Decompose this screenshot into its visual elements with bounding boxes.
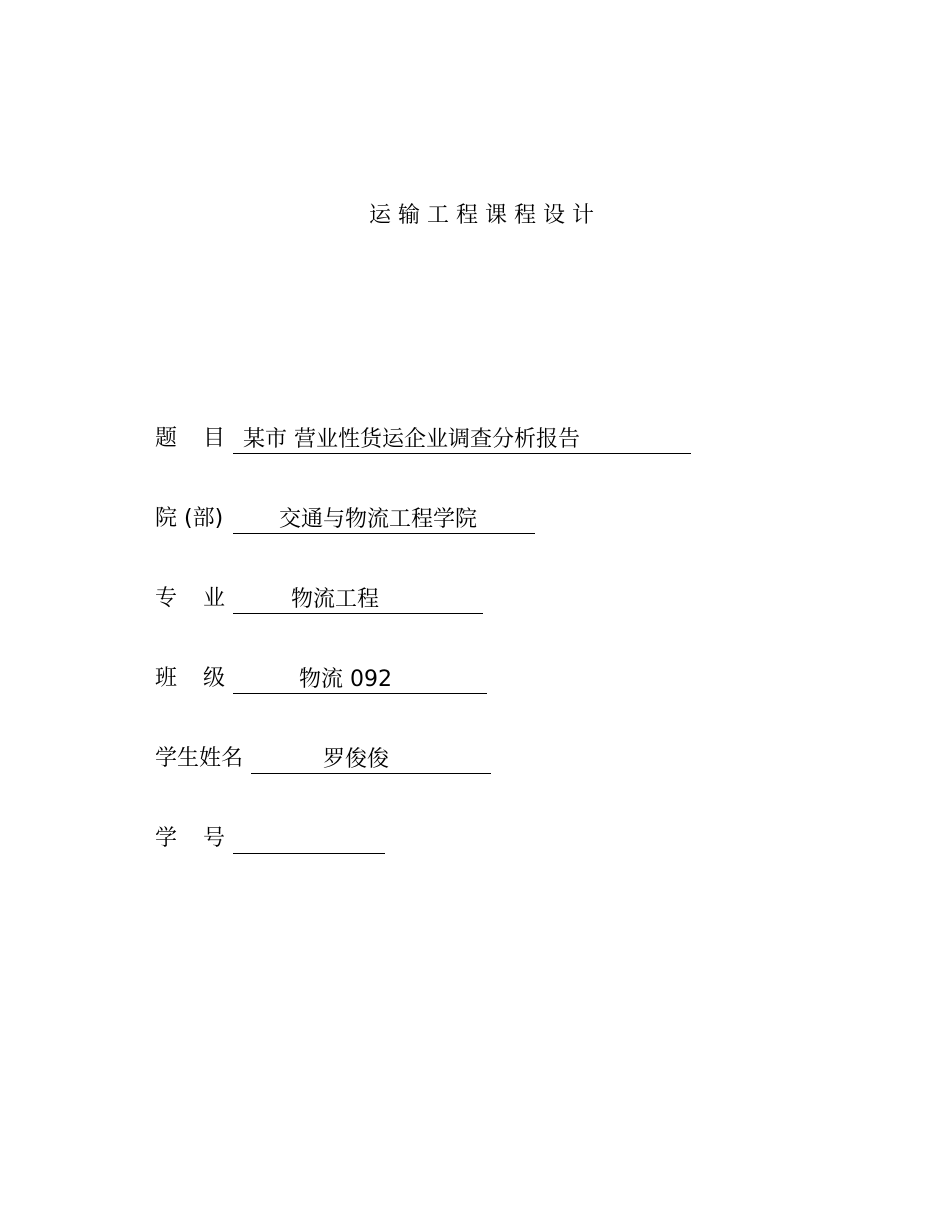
field-line-topic bbox=[233, 426, 691, 454]
field-label-student-name: 学生姓名 bbox=[155, 746, 244, 771]
field-row-student-name bbox=[155, 740, 491, 774]
field-line-student-id bbox=[233, 826, 385, 854]
field-row-department bbox=[155, 500, 535, 534]
field-row-student-id bbox=[155, 820, 385, 854]
label-char: 号 bbox=[203, 826, 226, 851]
label-char: 班 bbox=[155, 666, 178, 691]
document-title: 运输工程课程设计 bbox=[368, 203, 601, 228]
field-label-class bbox=[155, 664, 227, 694]
field-line-major bbox=[233, 586, 483, 614]
field-row-major bbox=[155, 580, 483, 614]
field-value-department: 交通与物流工程学院 bbox=[279, 507, 478, 532]
field-label-student-id bbox=[155, 824, 227, 854]
label-char: 目 bbox=[203, 426, 226, 451]
field-row-class bbox=[155, 660, 487, 694]
field-line-class bbox=[233, 666, 487, 694]
field-line-department bbox=[233, 506, 535, 534]
field-value-student-name: 罗俊俊 bbox=[323, 747, 390, 772]
field-value-topic: 某市 营业性货运企业调查分析报告 bbox=[243, 427, 580, 452]
field-label-department: 院 (部) bbox=[155, 506, 224, 531]
field-line-student-name bbox=[251, 746, 491, 774]
field-label-major bbox=[155, 584, 227, 614]
field-row-topic bbox=[155, 420, 691, 454]
label-char: 级 bbox=[203, 666, 226, 691]
label-char: 专 bbox=[155, 586, 178, 611]
label-char: 题 bbox=[155, 426, 178, 451]
field-value-class: 物流 092 bbox=[299, 667, 392, 692]
label-char: 业 bbox=[203, 586, 226, 611]
field-label-topic bbox=[155, 424, 227, 454]
field-value-major: 物流工程 bbox=[291, 587, 380, 612]
label-char: 学 bbox=[155, 826, 178, 851]
